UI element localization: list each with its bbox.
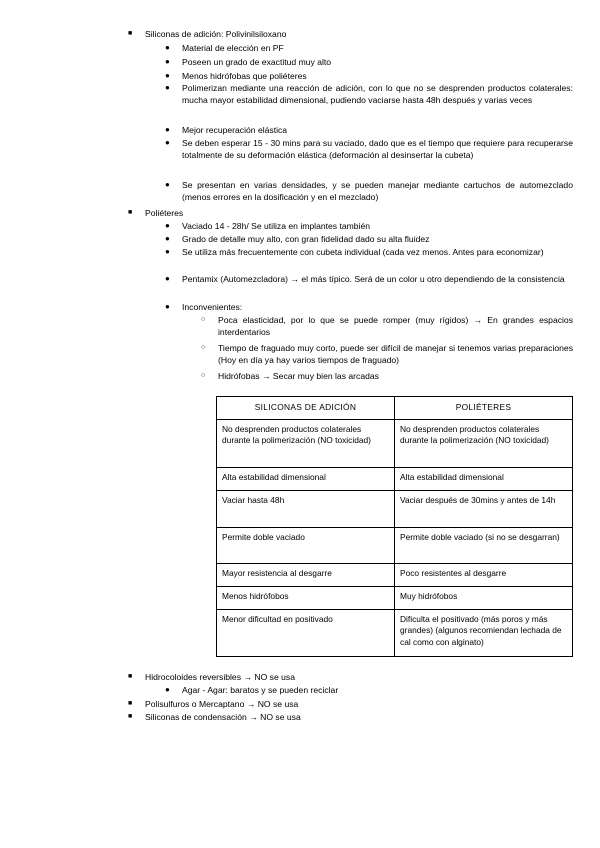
table-header-polieteres: POLIÉTERES bbox=[395, 397, 573, 420]
disc-bullet-icon: ● bbox=[165, 221, 170, 230]
table-cell: No desprenden productos colaterales durante la polimerización (NO toxicidad) bbox=[217, 419, 395, 467]
square-bullet-icon: ■ bbox=[128, 209, 133, 216]
table-cell: Permite doble vaciado bbox=[217, 527, 395, 563]
table-row bbox=[217, 563, 573, 586]
list-item: Grado de detalle muy alto, con gran fidelidad dado su alta fluidez bbox=[182, 234, 430, 244]
table-cell: Vaciar después de 30mins y antes de 14h bbox=[395, 490, 573, 527]
table-row bbox=[217, 419, 573, 467]
list-item: Inconvenientes: bbox=[182, 302, 243, 312]
table-header-row bbox=[217, 397, 573, 420]
comparison-table bbox=[216, 396, 573, 657]
heading-polieteres: Poliéteres bbox=[145, 208, 184, 218]
disc-bullet-icon: ● bbox=[165, 302, 170, 311]
table-cell: Mayor resistencia al desgarre bbox=[217, 563, 395, 586]
disc-bullet-icon: ● bbox=[165, 274, 170, 283]
table-row bbox=[217, 586, 573, 609]
list-item: Tiempo de fraguado muy corto, puede ser difícil de manejar si tenemos varias preparaciones (Hoy en día ya hay varios tiempos de fraguado) bbox=[218, 343, 573, 365]
table-cell: Poco resistentes al desgarre bbox=[395, 563, 573, 586]
list-item: Poseen un grado de exactitud muy alto bbox=[182, 57, 332, 67]
disc-bullet-icon: ● bbox=[165, 234, 170, 243]
list-item: Se deben esperar 15 - 30 mins para su vaciado, dado que es el tiempo que requiere para recuperarse totalmente de su deformación elástica (deformación al desinsertar la cubeta) bbox=[182, 138, 573, 160]
list-item: Poca elasticidad, por lo que se puede romper (muy rígidos) → En grandes espacios interdentarios bbox=[218, 315, 573, 337]
disc-bullet-icon: ● bbox=[165, 138, 170, 147]
table-cell: Alta estabilidad dimensional bbox=[395, 467, 573, 490]
disc-bullet-icon: ● bbox=[165, 247, 170, 256]
square-bullet-icon: ■ bbox=[128, 713, 133, 720]
list-item: Pentamix (Automezcladora) → el más típico. Será de un color u otro dependiendo de la consistencia bbox=[182, 274, 565, 284]
list-item: Vaciado 14 - 28h/ Se utiliza en implantes también bbox=[182, 221, 371, 231]
table-cell: Permite doble vaciado (si no se desgarran) bbox=[395, 527, 573, 563]
square-bullet-icon: ■ bbox=[128, 673, 133, 680]
disc-bullet-icon: ● bbox=[165, 43, 170, 52]
list-item: Mejor recuperación elástica bbox=[182, 125, 288, 135]
list-item: Menos hidrófobas que poliéteres bbox=[182, 71, 307, 81]
table-header-siliconas: SILICONAS DE ADICIÓN bbox=[217, 397, 395, 420]
table-row bbox=[217, 609, 573, 656]
table-row bbox=[217, 467, 573, 490]
list-item: Se presentan en varias densidades, y se pueden manejar mediante cartuchos de automezclado (menos errores en la dosificación y en el mezclado) bbox=[182, 180, 573, 202]
table-row bbox=[217, 490, 573, 527]
list-item: Hidrófobas → Secar muy bien las arcadas bbox=[218, 371, 379, 381]
list-item-siliconas-condensacion: Siliconas de condensación → NO se usa bbox=[145, 712, 301, 722]
table-row bbox=[217, 527, 573, 563]
table-cell: Muy hidrófobos bbox=[395, 586, 573, 609]
list-item: Polimerizan mediante una reacción de adición, con lo que no se desprenden productos colaterales: mucha mayor estabilidad dimensional, pudiendo vaciarse hasta 48h después y varias veces bbox=[182, 83, 573, 105]
circle-bullet-icon: ○ bbox=[201, 372, 206, 379]
disc-bullet-icon: ● bbox=[165, 685, 170, 694]
table-cell: Alta estabilidad dimensional bbox=[217, 467, 395, 490]
table-cell: Vaciar hasta 48h bbox=[217, 490, 395, 527]
circle-bullet-icon: ○ bbox=[201, 316, 206, 323]
disc-bullet-icon: ● bbox=[165, 125, 170, 134]
list-item-polisulfuros: Polisulfuros o Mercaptano → NO se usa bbox=[145, 699, 299, 709]
disc-bullet-icon: ● bbox=[165, 57, 170, 66]
disc-bullet-icon: ● bbox=[165, 83, 170, 92]
table-cell: Dificulta el positivado (más poros y más grandes) (algunos recomiendan lechada de cal como con alginato) bbox=[395, 609, 573, 656]
square-bullet-icon: ■ bbox=[128, 30, 133, 37]
disc-bullet-icon: ● bbox=[165, 180, 170, 189]
circle-bullet-icon: ○ bbox=[201, 344, 206, 351]
table-cell: No desprenden productos colaterales durante la polimerización (NO toxicidad) bbox=[395, 419, 573, 467]
table-cell: Menor dificultad en positivado bbox=[217, 609, 395, 656]
disc-bullet-icon: ● bbox=[165, 71, 170, 80]
list-item-agar: Agar - Agar: baratos y se pueden reciclar bbox=[182, 685, 339, 695]
table-cell: Menos hidrófobos bbox=[217, 586, 395, 609]
heading-siliconas-adicion: Siliconas de adición: Polivinilsiloxano bbox=[145, 29, 287, 39]
list-item: Material de elección en PF bbox=[182, 43, 284, 53]
list-item-hidrocoloides: Hidrocoloides reversibles → NO se usa bbox=[145, 672, 295, 682]
list-item: Se utiliza más frecuentemente con cubeta individual (cada vez menos. Antes para economizar) bbox=[182, 247, 544, 257]
square-bullet-icon: ■ bbox=[128, 700, 133, 707]
